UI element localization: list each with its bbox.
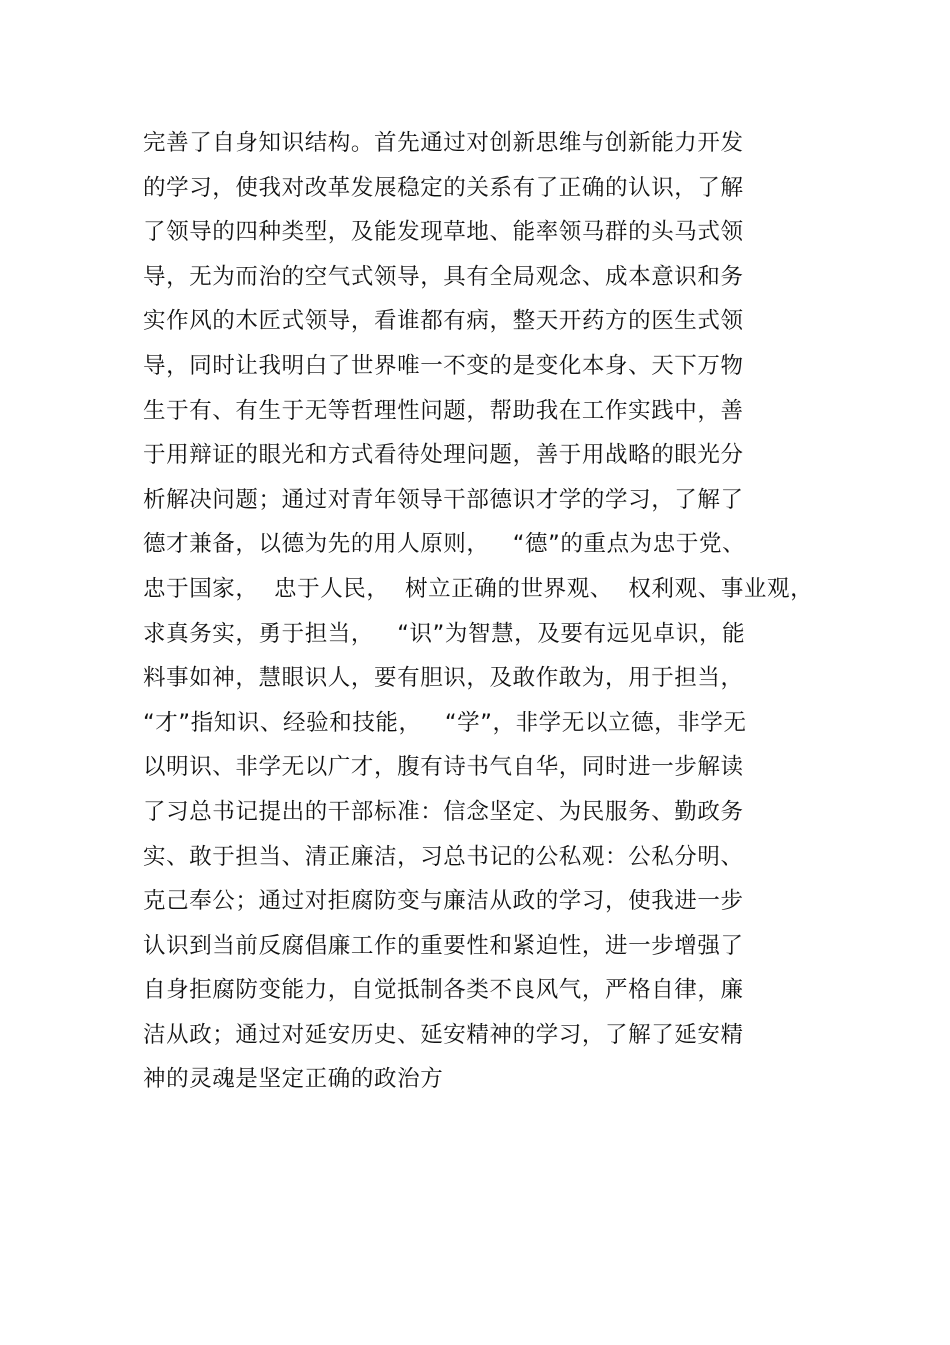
text-line-2: 的学习，使我对改革发展稳定的关系有了正确的认识，了解 xyxy=(143,174,744,201)
text-line-22: 神的灵魂是坚定正确的政治方 xyxy=(143,1066,444,1093)
text-line-16: 了习总书记提出的干部标准：信念坚定、为民服务、勤政务 xyxy=(143,798,744,825)
text-line-20: 自身拒腐防变能力，自觉抵制各类不良风气，严格自律，廉 xyxy=(143,977,744,1004)
text-line-13: 料事如神，慧眼识人，要有胆识，及敢作敢为，用于担当， xyxy=(143,665,744,692)
text-line-15: 以明识、非学无以广才，腹有诗书气自华，同时进一步解读 xyxy=(143,754,744,781)
text-line-18: 克己奉公；通过对拒腐防变与廉洁从政的学习，使我进一步 xyxy=(143,888,744,915)
text-line-12: 求真务实，勇于担当， “识”为智慧，及要有远见卓识，能 xyxy=(143,620,746,647)
text-line-14: “才”指知识、经验和技能， “学”，非学无以立德，非学无 xyxy=(143,709,747,736)
body-text xyxy=(143,121,843,1102)
text-line-4: 导，无为而治的空气式领导，具有全局观念、成本意识和务 xyxy=(143,263,744,290)
text-line-9: 析解决问题；通过对青年领导干部德识才学的学习，了解了 xyxy=(143,486,744,513)
text-line-5: 实作风的木匠式领导，看谁都有病，整天开药方的医生式领 xyxy=(143,308,744,335)
text-line-7: 生于有、有生于无等哲理性问题，帮助我在工作实践中，善 xyxy=(143,397,744,424)
text-line-10: 德才兼备，以德为先的用人原则， “德”的重点为忠于党、 xyxy=(143,531,746,558)
text-line-19: 认识到当前反腐倡廉工作的重要性和紧迫性，进一步增强了 xyxy=(143,932,744,959)
text-line-8: 于用辩证的眼光和方式看待处理问题，善于用战略的眼光分 xyxy=(143,442,744,469)
text-line-17: 实、敢于担当、清正廉洁，习总书记的公私观：公私分明、 xyxy=(143,843,744,870)
text-line-1: 完善了自身知识结构。首先通过对创新思维与创新能力开发 xyxy=(143,130,744,156)
text-line-3: 了领导的四种类型，及能发现草地、能率领马群的头马式领 xyxy=(143,219,744,246)
text-line-6: 导，同时让我明白了世界唯一不变的是变化本身、天下万物 xyxy=(143,352,744,379)
text-line-11: 忠于国家， 忠于人民， 树立正确的世界观、 权利观、事业观， xyxy=(143,575,814,602)
text-line-21: 洁从政；通过对延安历史、延安精神的学习，了解了延安精 xyxy=(143,1021,744,1048)
